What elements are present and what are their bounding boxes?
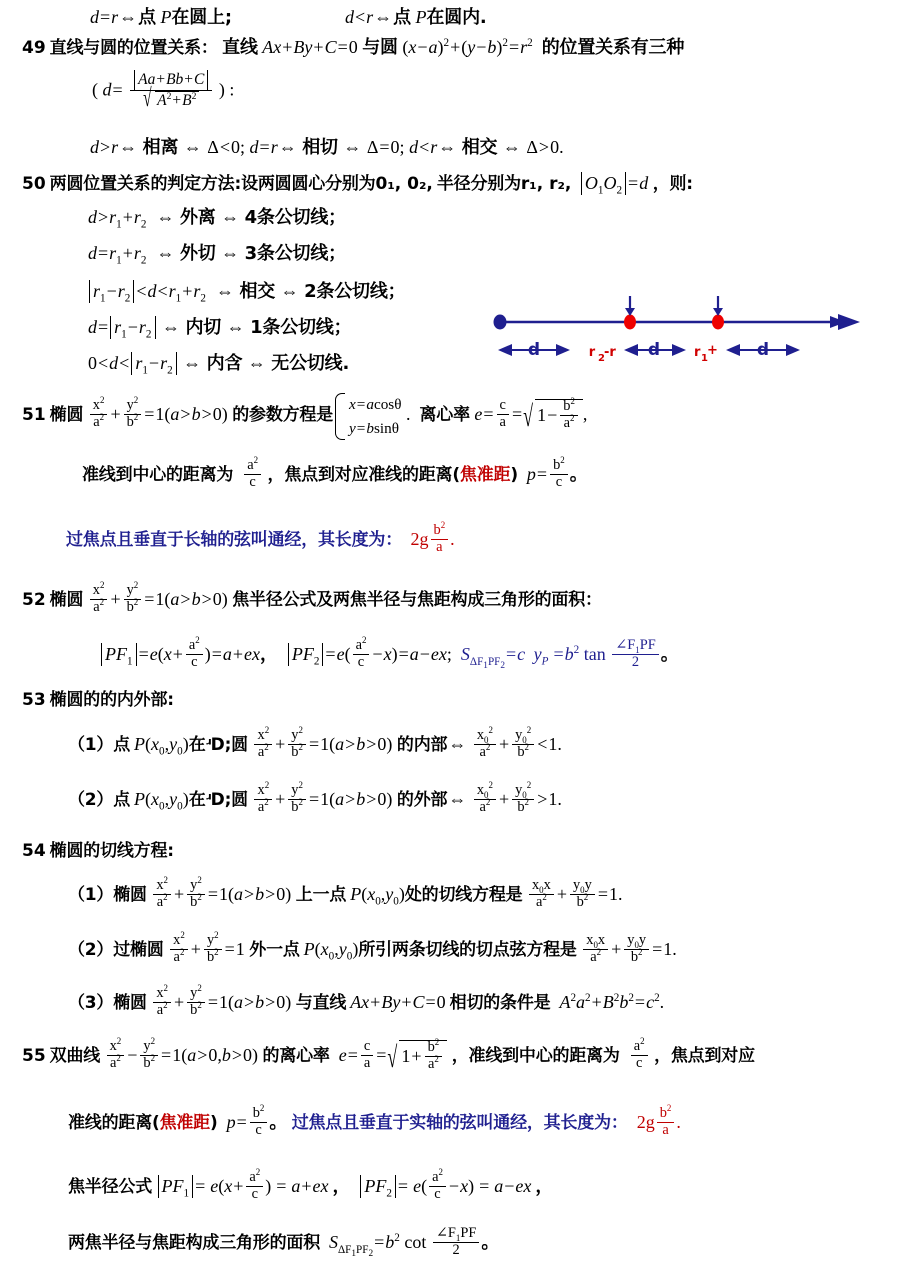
segment-label-d-2: d <box>647 340 661 360</box>
item-51-ecc-label: 离心率 <box>419 405 470 426</box>
line-top-left: d=r⇔点 P在圆上; <box>90 7 232 28</box>
item-49-number: 49 <box>22 38 46 58</box>
item-52-lead: 椭圆 <box>49 590 84 611</box>
item-55-latus-text: 过焦点且垂直于实轴的弦叫通经，其长度为： <box>291 1113 628 1134</box>
item-54-sub1-label: （1） <box>68 885 114 906</box>
label-separate: 相离 <box>142 137 179 158</box>
item-54-sub2-label: （2） <box>68 940 114 961</box>
item-54-sub-1: （1）椭圆 $\frac{x^2}{a^2}$ + $\frac{y^2}{b^2}$ =1(a>b>0) 上一点 $P(x_0,y_0)$处的切线方程是 $\frac{x_0x}{a^2}$ + $\frac{y_0y}{b^2}$ =1. <box>68 875 623 910</box>
two-circles-number-line-figure <box>486 292 866 374</box>
segment-2-right-head <box>672 344 686 356</box>
item-50-case-5: $0<d< r_1-r_2$ ⇔ 内含 ⇔ 无公切线. <box>88 353 350 377</box>
item-52-formulas: $PF_1 =e(x+$ $\frac{a^2}{c}$ )=a+ex， $PF_2 =e$( $\frac{a^2}{c}$ −x)=a−ex; $S_{\Delta F_1PF_2}=c$ $y_P =b^2$ tan $\frac{\angle F_1PF}{2}$ 。 <box>100 640 679 672</box>
item-50-then: ，则: <box>652 174 693 194</box>
item-55-ecc-eq: e= $\frac{c}{a}$ = √ 1+ $\frac{b^2}{a^2}$ <box>330 1045 452 1065</box>
item-49-distance-formula: ( d= Aa+Bb+C √ $A^2+B^2$ ) : <box>92 72 234 111</box>
marked-dot-1 <box>624 315 636 330</box>
item-51-param-system: x=acosθ y=bsinθ <box>333 393 401 440</box>
item-55-focal-label-b: ) <box>209 1113 218 1134</box>
item-49-title: 直线与圆的位置关系： <box>49 38 218 58</box>
item-55-focal-label-a: 准线的距离( <box>68 1113 160 1134</box>
item-55-area-eq: $S_{\Delta F_1PF_2}=b^2$ cot $\frac{\angle F_1PF}{2}$ 。 <box>329 1225 500 1259</box>
item-55-focal-term: 焦准距 <box>159 1113 210 1134</box>
item-54-sub3-label: （3） <box>68 993 114 1014</box>
item-52-title-tail: 焦半径公式及两焦半径与焦距构成三角形的面积： <box>232 590 602 611</box>
marked-dot-2 <box>712 315 724 330</box>
item-51-param-label: 的参数方程是 <box>232 405 334 426</box>
segment-1-left-head <box>498 344 512 356</box>
item-55-line-3: 焦半径公式 $PF_1 = e(x+$ $\frac{a^2}{c}$ ) = a+ex ， $PF_2 = e$( $\frac{a^2}{c}$ −x) = a−ex ， <box>68 1167 554 1202</box>
item-55-radius-label: 焦半径公式 <box>68 1177 152 1198</box>
item-50-case-2: $d=r_1+r_2$ ⇔ 外切 ⇔ 3条公切线； <box>88 243 346 267</box>
item-51-directrix-label: 准线到中心的距离为 <box>82 465 234 486</box>
item-55-line-1: 55 双曲线 $\frac{x^2}{a^2}$ − $\frac{y^2}{b^2}$ =1(a>0,b>0) 的离心率 e= $\frac{c}{a}$ = √ 1+ $\frac{b^2}{a^2}$ ，准线到中心的距离为 $\frac{a^2}{c}$ ，焦点到对应 <box>22 1040 755 1074</box>
item-54-sub2-lead: 过椭圆 <box>113 940 164 961</box>
item-50-premise-b: 半径分别为 <box>436 174 521 194</box>
item-55-latus-value: 2g $\frac{b^2}{a}$ . <box>636 1103 681 1138</box>
item-51-line-2: 准线到中心的距离为 $\frac{a^2}{c}$ ，焦点到对应准线的距离(焦准距) p= $\frac{b^2}{c}$ 。 <box>82 455 588 490</box>
segment-label-d-1: d <box>527 340 541 360</box>
item-52-area-formula: $S_{\Delta F_1PF_2}=c$ $y_P =b^2$ tan $\frac{\angle F_1PF}{2}$ <box>461 644 661 664</box>
item-54-sub-2: （2）过椭圆 $\frac{x^2}{a^2}$ + $\frac{y^2}{b^2}$ =1 外一点 $P(x_0,y_0)$所引两条切线的切点弦方程是 $\frac{x_0x}{a^2}$ + $\frac{y_0y}{b^2}$ =1. <box>68 930 677 965</box>
item-54-sub1-lead: 椭圆 <box>113 885 147 906</box>
item-51-latus-text: 过焦点且垂直于长轴的弦叫通经，其长度为： <box>66 530 402 551</box>
point-label-r1-sub: 1 <box>701 353 708 364</box>
point-label-r2r-tail: -r <box>604 345 616 360</box>
item-51-focal-label-b: ) <box>510 465 518 486</box>
item-53-sub2-label: （2） <box>68 790 114 811</box>
item-50-number: 50 <box>22 174 46 194</box>
pointer-arrowhead-1 <box>625 308 635 316</box>
segment-1-right-head <box>556 344 570 356</box>
item-50-radii: r₁, r₂, <box>520 174 572 194</box>
item-53-sub1-label: （1） <box>68 735 114 756</box>
item-54-title: 椭圆的切线方程: <box>49 841 174 861</box>
item-55-directrix-label: ，准线到中心的距离为 <box>451 1046 620 1067</box>
segment-label-d-3: d <box>756 340 770 360</box>
item-54-number: 54 <box>22 841 46 861</box>
number-line-svg <box>486 292 866 374</box>
item-55-lead: 双曲线 <box>49 1046 101 1067</box>
item-54-sub3-lead: 椭圆 <box>113 993 147 1014</box>
point-label-r2r-sub: 2 <box>598 353 605 364</box>
item-50-case-4: $d= r_1-r_2$ ⇔ 内切 ⇔ 1条公切线； <box>88 317 352 341</box>
item-49-conditions: d>r⇔ 相离 ⇔ Δ<0; d=r⇔ 相切 ⇔ Δ=0; d<r⇔ 相交 ⇔ Δ>0. <box>90 137 564 158</box>
item-55-focal-lead: ，焦点到对应 <box>654 1046 755 1067</box>
item-51-focal-eq: p= $\frac{b^2}{c}$ 。 <box>526 455 588 490</box>
item-53-title: 椭圆的的内外部: <box>49 690 174 710</box>
item-51-latus-value: 2g $\frac{b^2}{a}$ . <box>410 520 455 555</box>
item-53-heading <box>22 692 174 709</box>
origin-dot <box>494 315 507 330</box>
item-55-line-4 <box>68 1225 500 1260</box>
line-top-right: d<r⇔点 P在圆内. <box>345 7 487 28</box>
item-54-heading <box>22 843 174 860</box>
item-50-case-3: $r_1-r_2 <d<r_1+r_2$ ⇔ 相交 ⇔ 2条公切线； <box>88 280 405 303</box>
point-label-r1: r <box>694 345 701 360</box>
item-51-line-1: 51 椭圆 $\frac{x^2}{a^2}$ + $\frac{y^2}{b^2}$ =1(a>b>0) 的参数方程是 x=acosθ y=bsinθ . 离心率 e= $\frac{c}{a}$ = √ 1− $\frac{b^2}{a^2}$ , <box>22 393 587 440</box>
item-53-sub-1: （1）点 $P(x_0,y_0)$在ʴD;圆 $\frac{x^2}{a^2}$ + $\frac{y^2}{b^2}$ =1(a>b>0) 的内部⇔ $\frac{x_0^2}{a^2}$ + $\frac{y_0^2}{b^2}$ <1. <box>68 725 562 760</box>
pointer-arrowhead-2 <box>713 308 723 316</box>
item-50-centers: 0₁, 0₂, <box>375 174 433 194</box>
point-label-r2r: r <box>588 345 596 360</box>
item-51-ecc-eq: e= $\frac{c}{a}$ = √ 1− $\frac{b^2}{a^2}$ , <box>470 404 588 424</box>
item-55-ecc-label: 的离心率 <box>262 1046 330 1067</box>
item-51-focal-label-a: ，焦点到对应准线的距离( <box>267 465 460 486</box>
label-tangent: 相切 <box>302 137 338 158</box>
item-52-heading: 52 椭圆 $\frac{x^2}{a^2}$ + $\frac{y^2}{b^2}$ =1(a>b>0) 焦半径公式及两焦半径与焦距构成三角形的面积： <box>22 580 602 615</box>
item-50-case-1: $d>r_1+r_2$ ⇔ 外离 ⇔ 4条公切线； <box>88 207 346 231</box>
item-51-line-3 <box>66 520 455 557</box>
item-50-premise-a: 设两圆圆心分别为 <box>241 174 376 194</box>
item-55-number: 55 <box>22 1046 46 1067</box>
segment-3-left-head <box>726 344 740 356</box>
item-53-sub-2: （2）点 $P(x_0,y_0)$在ʴD;圆 $\frac{x^2}{a^2}$ + $\frac{y^2}{b^2}$ =1(a>b>0) 的外部⇔ $\frac{x_0^2}{a^2}$ + $\frac{y_0^2}{b^2}$ >1. <box>68 780 562 815</box>
item-50-heading: 50 两圆位置关系的判定方法:设两圆圆心分别为0₁, 0₂, 半径分别为r₁, r₂, $O_1O_2 =d$ ，则: <box>22 173 693 197</box>
item-55-focal-eq: p= $\frac{b^2}{c}$ 。 <box>226 1103 288 1138</box>
item-51-focal-term: 焦准距 <box>459 465 511 486</box>
item-55-line-2 <box>68 1103 681 1140</box>
item-51-number: 51 <box>22 405 46 426</box>
label-intersect: 相交 <box>461 137 498 158</box>
item-49-heading: 49 直线与圆的位置关系： 直线 Ax+By+C=0 与圆 $(x-a)^2+(y-b)^2=r^2$ 的位置关系有三种 <box>22 37 685 58</box>
item-51-lead: 椭圆 <box>49 405 84 426</box>
item-52-number: 52 <box>22 590 46 611</box>
item-50-title: 两圆位置关系的判定方法: <box>49 174 242 194</box>
point-label-r1-plus: + <box>707 343 718 358</box>
segment-2-left-head <box>624 344 638 356</box>
segment-3-right-head <box>786 344 800 356</box>
item-53-number: 53 <box>22 690 46 710</box>
item-54-sub-3: （3）椭圆 $\frac{x^2}{a^2}$ + $\frac{y^2}{b^2}$ =1(a>b>0) 与直线 Ax+By+C=0 相切的条件是 $A^2a^2+B^2b^2=c^2$. <box>68 983 665 1018</box>
item-55-area-label: 两焦半径与焦距构成三角形的面积 <box>68 1233 320 1254</box>
